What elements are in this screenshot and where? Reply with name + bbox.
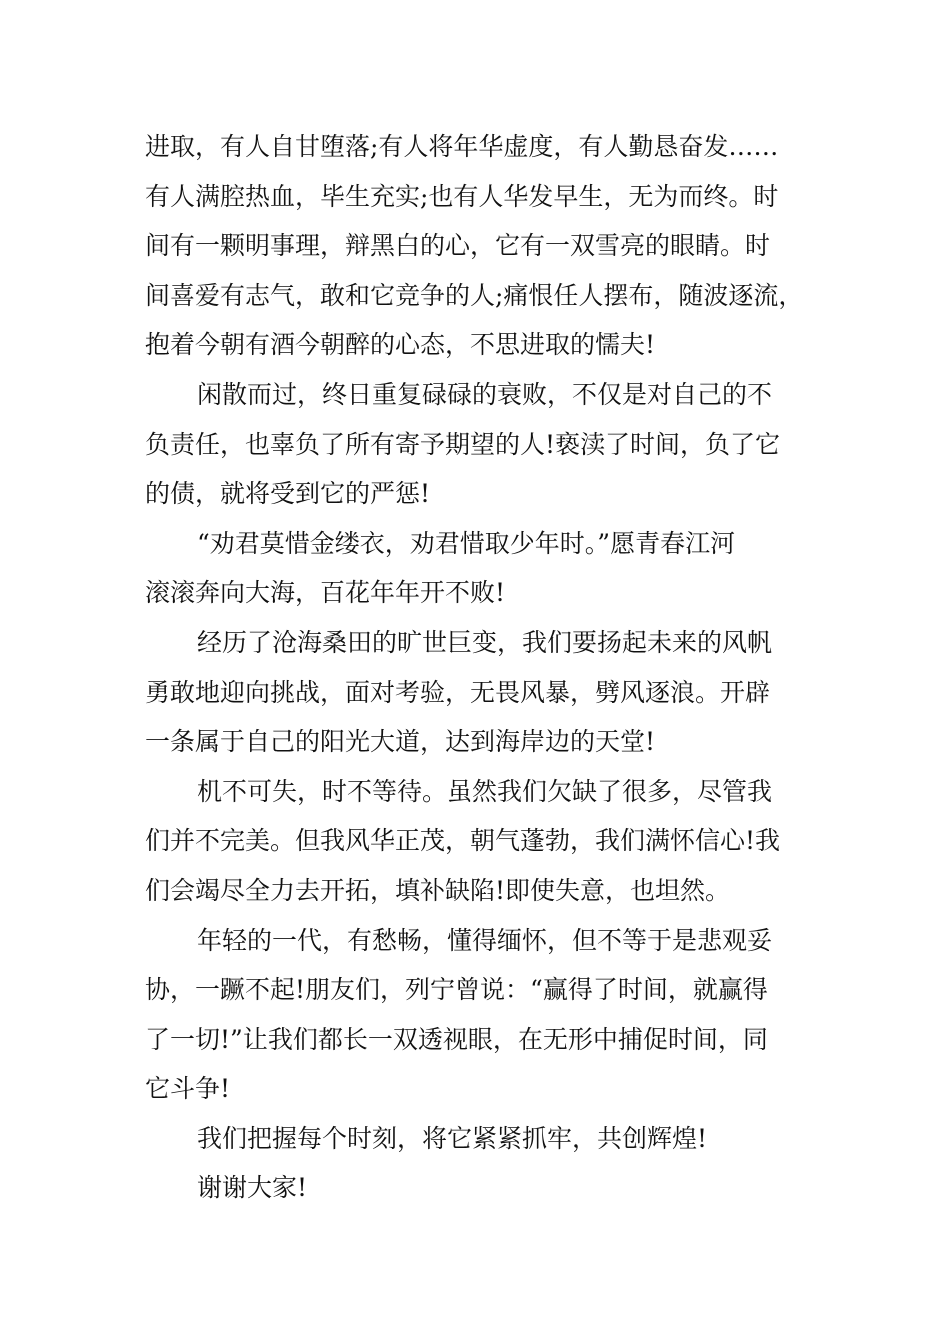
paragraph-closing — [145, 1163, 845, 1213]
paragraph — [145, 370, 845, 519]
text-line: 了一切!”让我们都长一双透视眼，在无形中捕促时间，同 — [145, 1024, 768, 1054]
text-line: 们并不完美。但我风华正茂，朝气蓬勃，我们满怀信心!我 — [145, 826, 781, 856]
paragraph — [145, 519, 845, 618]
text-line: 间喜爱有志气，敢和它竞争的人;痛恨任人摆布，随波逐流， — [145, 280, 804, 310]
text-line: 间有一颗明事理，辩黑白的心，它有一双雪亮的眼睛。时 — [145, 231, 771, 261]
text-line: 们会竭尽全力去开拓，填补缺陷!即使失意，也坦然。 — [145, 875, 731, 905]
text-line: 它斗争! — [145, 1074, 231, 1104]
text-line: “劝君莫惜金缕衣，劝君惜取少年时。”愿青春江河 — [197, 528, 736, 558]
paragraph — [145, 916, 845, 1114]
text-line: 一条属于自己的阳光大道，达到海岸边的天堂! — [145, 727, 656, 757]
paragraph — [145, 122, 845, 370]
text-line: 年轻的一代，有愁畅，懂得缅怀，但不等于是悲观妥 — [197, 925, 773, 955]
paragraph — [145, 618, 845, 767]
text-line: 谢谢大家! — [197, 1173, 308, 1203]
text-line: 的债，就将受到它的严惩! — [145, 479, 431, 509]
text-line: 滚滚奔向大海，百花年年开不败! — [145, 578, 506, 608]
document-body — [145, 122, 845, 1213]
text-line: 机不可失，时不等待。虽然我们欠缺了很多，尽管我 — [197, 776, 773, 806]
text-line: 我们把握每个时刻，将它紧紧抓牢，共创辉煌! — [197, 1123, 708, 1153]
text-line: 有人满腔热血，毕生充实;也有人华发早生，无为而终。时 — [145, 181, 779, 211]
text-line: 进取，有人自甘堕落;有人将年华虚度，有人勤恳奋发…… — [145, 132, 779, 161]
paragraph — [145, 1114, 845, 1164]
text-line: 勇敢地迎向挑战，面对考验，无畏风暴，劈风逐浪。开辟 — [145, 677, 771, 707]
text-line: 协，一蹶不起!朋友们，列宁曾说：“赢得了时间，就赢得 — [145, 975, 768, 1005]
text-line: 负责任，也辜负了所有寄予期望的人!亵渎了时间，负了它 — [145, 429, 781, 459]
paragraph — [145, 767, 845, 916]
text-line: 闲散而过，终日重复碌碌的衰败，不仅是对自己的不 — [197, 379, 773, 409]
text-line: 抱着今朝有酒今朝醉的心态，不思进取的懦夫! — [145, 330, 656, 360]
text-line: 经历了沧海桑田的旷世巨变，我们要扬起未来的风帆 — [197, 627, 773, 657]
